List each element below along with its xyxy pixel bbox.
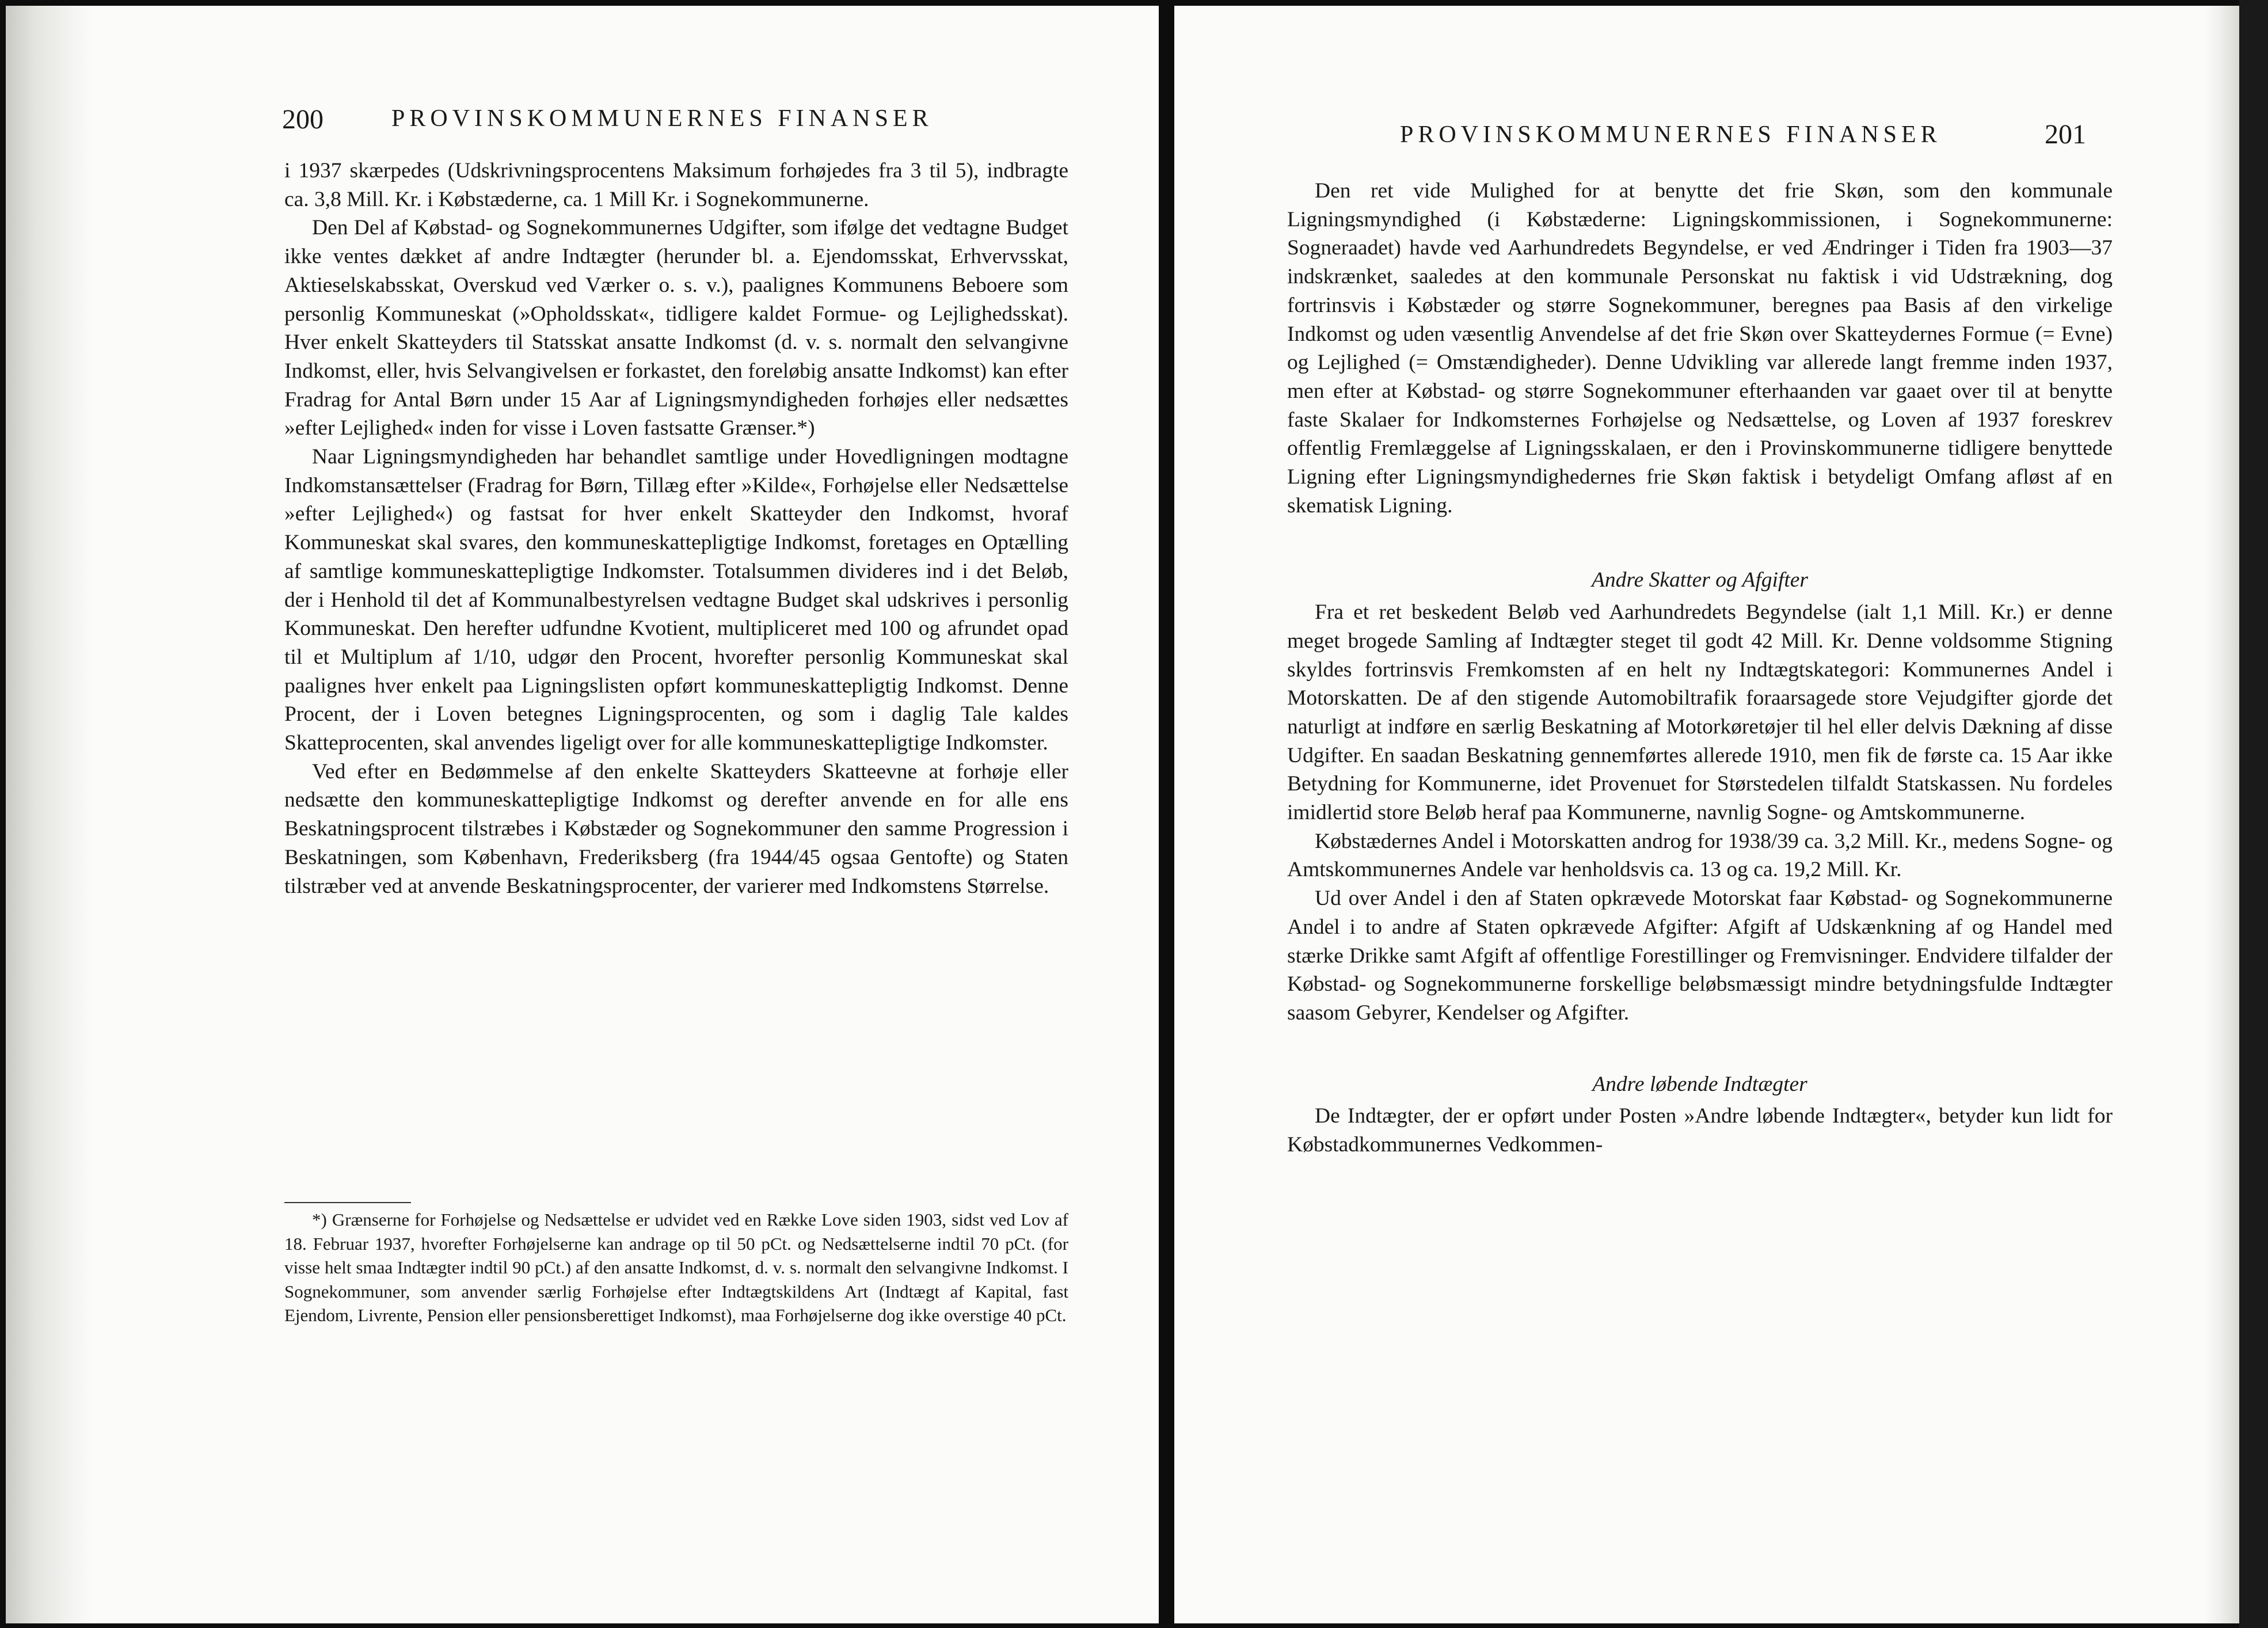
section-heading: Andre Skatter og Afgifter: [1592, 568, 1808, 592]
page-gutter-shadow: [2205, 6, 2239, 1623]
running-head: PROVINSKOMMUNERNES FINANSER: [1400, 121, 1942, 148]
paragraph: i 1937 skærpedes (Udskrivningsprocentens Maksimum forhøjedes fra 3 til 5), indbragte ca. 3,8 Mill. Kr. i Købstæderne, ca. 1 Mill Kr. i Sognekommunerne.: [284, 159, 1068, 211]
page-number: 200: [282, 104, 324, 135]
paragraph: Ud over Andel i den af Staten opkrævede Motorskat faar Købstad- og Sognekommunerne Andel i to andre af Staten opkrævede Afgifter: Afgift af Udskænkning af og Handel med stærke Drikke samt Afgift af offentlige Forestillinger og Fremvisninger. Endvidere tilfalder der Købstad- og Sognekommunerne forskellige beløbsmæssigt mindre betydningsfulde Indtægter saasom Gebyrer, Kendelser og Afgifter.: [1287, 887, 2113, 1025]
paragraph: Den Del af Købstad- og Sognekommunernes Udgifter, som ifølge det vedtagne Budget ikke ventes dækket af andre Indtægter (herunder bl. a. Ejendomsskat, Erhvervsskat, Aktieselskabsskat, Overskud ved Værker o. s. v.), paalignes Kommunens Beboere som personlig Kommuneskat (»Opholdsskat«, tidligere kaldet Formue- og Lejlighedsskat). Hver enkelt Skatteyders til Statsskat ansatte Indkomst (d. v. s. normalt den selvangivne Indkomst, eller, hvis Selvangivelsen er forkastet, den foreløbig ansatte Indkomst) kan efter Fradrag for Antal Børn under 15 Aar af Ligningsmyndigheden forhøjes eller nedsættes »efter Lejlighed« inden for visse i Loven fastsatte Grænser.*): [284, 216, 1068, 440]
right-page: [1174, 6, 2239, 1623]
paragraph: Købstædernes Andel i Motorskatten androg for 1938/39 ca. 3,2 Mill. Kr., medens Sogne- og Amtskommunernes Andele var henholdsvis ca. 13 og ca. 19,2 Mill. Kr.: [1287, 829, 2113, 882]
paragraph: Fra et ret beskedent Beløb ved Aarhundredets Begyndelse (ialt 1,1 Mill. Kr.) er denne meget brogede Samling af Indtægter steget til godt 42 Mill. Kr. Denne voldsomme Stigning skyldes fortrinsvis Fremkomsten af en helt ny Indtægtskategori: Kommunernes Andel i Motorskatten. De af den stigende Automobiltrafik foraarsagede store Vejudgifter gjorde det naturligt at indføre en særlig Beskatning af Motorkøretøjer til hel eller delvis Dækning af disse Udgifter. En saadan Beskatning gennemførtes allerede 1910, men fik de første ca. 15 Aar ikke Betydning for Kommunerne, idet Provenuet for Størstedelen tilfaldt Statskassen. Nu fordeles imidlertid store Beløb heraf paa Kommunerne, navnlig Sogne- og Amtskommunerne.: [1287, 600, 2113, 825]
section-heading: Andre løbende Indtægter: [1592, 1072, 1807, 1096]
page-number: 201: [2045, 119, 2086, 150]
footnote-rule: [284, 1202, 411, 1203]
body-text: [284, 157, 1068, 900]
paragraph: De Indtægter, der er opført under Posten »Andre løbende Indtægter«, betyder kun lidt for Købstadkommunernes Vedkommen-: [1287, 1104, 2113, 1157]
paragraph: Ved efter en Bedømmelse af den enkelte Skatteyders Skatteevne at forhøje eller nedsætte den kommuneskattepligtige Indkomst og derefter anvende en for alle ens Beskatningsprocent tilstræbes i Købstæder og Sognekommuner den samme Progression i Beskatningen, som København, Frederiksberg (fra 1944/45 ogsaa Gentofte) og Staten tilstræber ved at anvende Beskatningsprocenter, der varierer med Indkomstens Størrelse.: [284, 759, 1068, 898]
scan-border: [2239, 0, 2268, 1628]
footnote: *) Grænserne for Forhøjelse og Nedsættelse er udvidet ved en Række Love siden 1903, sidst ved Lov af 18. Februar 1937, hvorefter Forhøjelserne kan andrage op til 50 pCt. og Nedsættelserne indtil 70 pCt. (for visse helt smaa Indtægter indtil 90 pCt.) af den ansatte Indkomst, d. v. s. normalt den selvangivne Indkomst. I Sognekommuner, som anvender særlig Forhøjelse efter Indtægtskildens Art (Indtægt af Kapital, fast Ejendom, Livrente, Pension eller pensionsberettiget Indkomst), maa Forhøjelserne dog ikke overstige 40 pCt.: [284, 1209, 1068, 1325]
page-gutter-shadow: [6, 6, 92, 1623]
left-page: [6, 6, 1159, 1623]
paragraph: Den ret vide Mulighed for at benytte det frie Skøn, som den kommunale Ligningsmyndighed (i Købstæderne: Ligningskommissionen, i Sognekommunerne: Sogneraadet) havde ved Aarhundredets Begyndelse, er ved Ændringer i Tiden fra 1903—37 indskrænket, saaledes at den kommunale Personskat nu faktisk i vid Udstrækning, dog fortrinsvis i Købstæder og større Sognekommuner, beregnes paa Basis af den virkelige Indkomst og uden væsentlig Anvendelse af det frie Skøn over Skatteydernes Formue (= Evne) og Lejlighed (= Omstændigheder). Denne Udvikling var allerede langt fremme inden 1937, men efter at Købstad- og større Sognekommuner efterhaanden var gaaet over til at benytte faste Skalaer for Indkomsternes Forhøjelse og Nedsættelse, og Loven af 1937 foreskrev offentlig Fremlæggelse af Ligningsskalaen, er den i Provinskommunerne tidligere benyttede Ligning efter Ligningsmyndighedernes frie Skøn faktisk i betydeligt Omfang afløst af en skematisk Ligning.: [1287, 179, 2113, 518]
running-head: PROVINSKOMMUNERNES FINANSER: [391, 105, 933, 132]
body-text: [1287, 177, 2113, 1159]
paragraph: Naar Ligningsmyndigheden har behandlet samtlige under Hovedligningen modtagne Indkomstansættelser (Fradrag for Børn, Tillæg efter »Kilde«, Forhøjelse eller Nedsættelse »efter Lejlighed«) og fastsat for hver enkelt Skatteyder den Indkomst, hvoraf Kommuneskat skal svares, den kommuneskattepligtige Indkomst, foretages en Optælling af samtlige kommuneskattepligtige Indkomster. Totalsummen divideres ind i det Beløb, der i Henhold til det af Kommunalbestyrelsen vedtagne Budget skal udskrives i personlig Kommuneskat. Den herefter udfundne Kvotient, multipliceret med 100 og afrundet opad til et Multiplum af 1/10, udgør den Procent, hvorefter personlig Kommuneskat skal paalignes hver enkelt paa Ligningslisten opført kommuneskattepligtig Indkomst. Denne Procent, der i Loven betegnes Ligningsprocenten, og som i daglig Tale kaldes Skatteprocenten, skal anvendes ligeligt over for alle kommuneskattepligtige Indkomster.: [284, 445, 1068, 755]
